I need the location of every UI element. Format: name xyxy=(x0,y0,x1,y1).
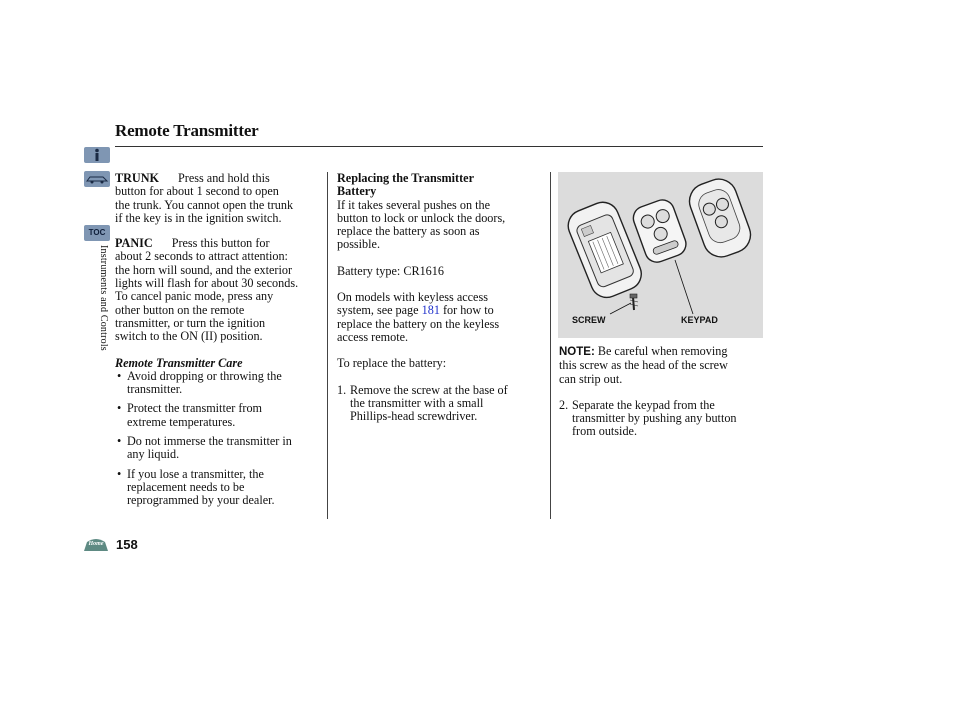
step-1-line-1: Remove the screw at the base of xyxy=(350,382,508,397)
keyless-text-1: On models with keyless access xyxy=(337,290,488,305)
panic-heading: PANIC xyxy=(115,236,153,251)
page-181-link[interactable]: 181 xyxy=(421,303,440,318)
page-number: 158 xyxy=(116,537,138,552)
note-text-3: can strip out. xyxy=(559,371,623,386)
step-2-line-3: from outside. xyxy=(572,424,637,439)
step-2-line-1: Separate the keypad from the xyxy=(572,397,715,412)
page-title: Remote Transmitter xyxy=(115,121,259,140)
toc-icon[interactable] xyxy=(84,225,110,241)
bullet-dot: • xyxy=(117,466,122,481)
home-button[interactable] xyxy=(83,537,109,552)
battery-heading-1: Replacing the Transmitter xyxy=(337,171,474,185)
panic-text-1: Press this button for xyxy=(171,236,270,251)
battery-text-2: button to lock or unlock the doors, xyxy=(337,210,506,225)
panic-text-2: about 2 seconds to attract attention: xyxy=(115,249,288,264)
care-bullet-3 xyxy=(115,435,323,462)
column-1 xyxy=(115,172,323,508)
toc-label: TOC xyxy=(88,228,106,237)
panic-text-4: lights will flash for about 30 seconds. xyxy=(115,276,299,291)
trunk-text-1: Press and hold this xyxy=(178,171,270,185)
step-2 xyxy=(559,399,764,439)
trunk-text-2: button for about 1 second to open xyxy=(115,184,279,199)
bullet-dot: • xyxy=(117,401,122,416)
panic-text-3: the horn will sound, and the exterior xyxy=(115,262,293,277)
keypad-label: KEYPAD xyxy=(681,315,718,325)
battery-text-1: If it takes several pushes on the xyxy=(337,197,490,212)
keyless-text-4: access remote. xyxy=(337,329,409,344)
bullet-4-line-3: reprogrammed by your dealer. xyxy=(127,493,275,508)
battery-text-3: replace the battery as soon as xyxy=(337,224,480,239)
battery-heading-2: Battery xyxy=(337,184,377,199)
care-bullet-1 xyxy=(115,370,323,397)
transmitter-illustration xyxy=(558,172,763,338)
battery-type: Battery type: CR1616 xyxy=(337,263,444,278)
title-rule xyxy=(115,146,763,147)
care-bullet-4 xyxy=(115,468,323,508)
transmitter-drawing xyxy=(558,172,763,338)
bullet-2-line-2: extreme temperatures. xyxy=(127,414,236,429)
note-heading: NOTE: xyxy=(559,346,595,358)
bullet-2-line-1: Protect the transmitter from xyxy=(127,401,263,416)
panic-text-6: other button on the remote xyxy=(115,302,245,317)
care-heading: Remote Transmitter Care xyxy=(115,355,243,370)
bullet-1-line-1: Avoid dropping or throwing the xyxy=(127,368,282,383)
panic-text-8: switch to the ON (II) position. xyxy=(115,329,263,344)
side-section-label xyxy=(97,245,109,375)
bullet-4-line-1: If you lose a transmitter, the xyxy=(127,466,264,481)
trunk-heading: TRUNK xyxy=(115,171,160,185)
trunk-text-4: if the key is in the ignition switch. xyxy=(115,210,282,225)
care-bullet-2 xyxy=(115,402,323,429)
step-2-number: 2. xyxy=(559,397,569,412)
car-index-icon[interactable] xyxy=(84,171,110,187)
keyless-text-2b: for how to xyxy=(439,303,494,318)
bullet-1-line-2: transmitter. xyxy=(127,382,183,397)
panic-text-7: transmitter, or turn the ignition xyxy=(115,315,266,330)
home-label: Home xyxy=(88,541,104,547)
column-divider-1 xyxy=(327,172,328,519)
note-text-1: Be careful when removing xyxy=(594,344,728,358)
bullet-3-line-2: any liquid. xyxy=(127,447,180,462)
panic-text-5: To cancel panic mode, press any xyxy=(115,289,274,304)
trunk-text-3: the trunk. You cannot open the trunk xyxy=(115,197,294,212)
column-divider-2 xyxy=(550,172,551,519)
column-3 xyxy=(559,345,764,439)
keyless-text-3: replace the battery on the keyless xyxy=(337,316,500,331)
to-replace-text: To replace the battery: xyxy=(337,356,447,371)
screw-icon xyxy=(630,294,638,310)
keypad-drawing xyxy=(630,197,689,266)
step-1 xyxy=(337,384,542,424)
bullet-dot: • xyxy=(117,434,122,449)
note-text-2: this screw as the head of the screw xyxy=(559,358,728,373)
battery-text-4: possible. xyxy=(337,237,380,252)
bullet-3-line-1: Do not immerse the transmitter in xyxy=(127,434,292,449)
screw-label: SCREW xyxy=(572,315,606,325)
step-1-line-3: Phillips-head screwdriver. xyxy=(350,409,478,424)
keyless-text-2a: system, see page xyxy=(337,303,422,318)
side-section-text: Instruments and Controls xyxy=(98,245,109,351)
bullet-4-line-2: replacement needs to be xyxy=(127,479,245,494)
column-2 xyxy=(337,172,542,423)
bullet-dot: • xyxy=(117,368,122,383)
step-1-line-2: the transmitter with a small xyxy=(350,395,484,410)
step-1-number: 1. xyxy=(337,382,347,397)
info-icon[interactable] xyxy=(84,147,110,163)
step-2-line-2: transmitter by pushing any button xyxy=(572,411,737,426)
keyless-remote-drawing xyxy=(684,174,755,262)
